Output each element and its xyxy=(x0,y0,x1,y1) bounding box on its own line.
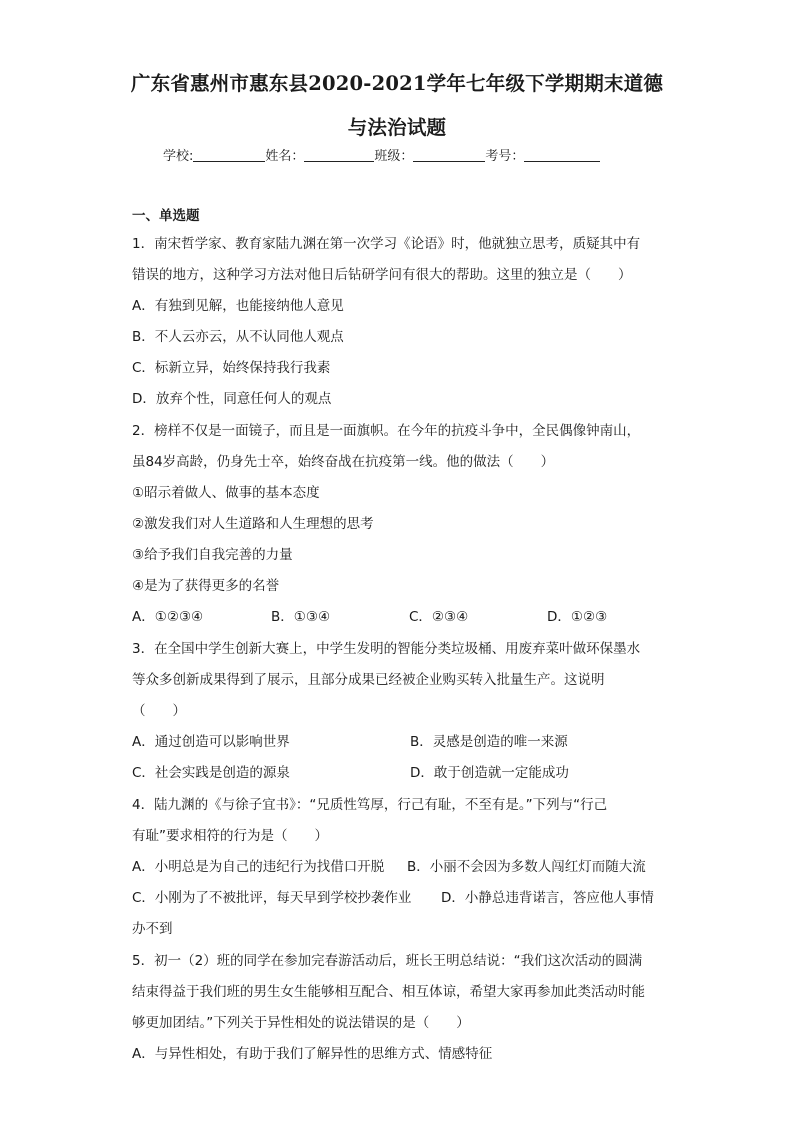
q1-stem-line2: 错误的地方，这种学习方法对他日后钻研学问有很大的帮助。这里的独立是（ ） xyxy=(132,267,632,283)
class-label: 班级： xyxy=(374,149,414,164)
q4-option-d: D．小静总违背诺言，答应他人事情 xyxy=(441,890,654,906)
q4-option-c: C．小刚为了不被批评，每天早到学校抄袭作业 xyxy=(132,890,412,906)
q5-option-a: A．与异性相处，有助于我们了解异性的思维方式、情感特征 xyxy=(132,1046,493,1062)
exam-title-line2: 与法治试题 xyxy=(347,116,447,139)
number-label: 考号： xyxy=(485,149,525,164)
q2-option-a: A．①②③④ xyxy=(132,609,204,625)
q3-option-b: B．灵感是创造的唯一来源 xyxy=(410,734,568,750)
q1-option-d: D．放弃个性，同意任何人的观点 xyxy=(132,391,332,407)
q2-statement-1: ①昭示着做人、做事的基本态度 xyxy=(132,485,320,501)
section-heading: 一、单选题 xyxy=(132,208,200,224)
q2-statement-2: ②激发我们对人生道路和人生理想的思考 xyxy=(132,516,374,532)
q5-stem-line3: 够更加团结。”下列关于异性相处的说法错误的是（ ） xyxy=(132,1015,470,1031)
name-label: 姓名： xyxy=(265,149,305,164)
q3-option-d: D．敢于创造就一定能成功 xyxy=(410,765,569,781)
q3-option-c: C．社会实践是创造的源泉 xyxy=(132,765,290,781)
q1-option-c: C．标新立异，始终保持我行我素 xyxy=(132,360,331,376)
q2-statement-4: ④是为了获得更多的名誉 xyxy=(132,578,280,594)
student-info-row xyxy=(163,145,600,164)
name-blank[interactable] xyxy=(304,149,374,162)
exam-title-line1: 广东省惠州市惠东县2020-2021学年七年级下学期期末道德 xyxy=(130,72,664,95)
school-blank[interactable] xyxy=(193,149,265,162)
q3-stem-line3: （ ） xyxy=(132,703,186,719)
number-blank[interactable] xyxy=(524,149,600,162)
class-blank[interactable] xyxy=(413,149,485,162)
q2-option-d: D．①②③ xyxy=(547,609,608,625)
q3-stem-line1: 3．在全国中学生创新大赛上，中学生发明的智能分类垃圾桶、用废弃菜叶做环保墨水 xyxy=(132,641,641,657)
q2-stem-line1: 2．榜样不仅是一面镜子，而且是一面旗帜。在今年的抗疫斗争中，全民偶像钟南山， xyxy=(132,423,641,439)
q4-stem-line2: 有耻”要求相符的行为是（ ） xyxy=(132,828,328,844)
q3-option-a: A．通过创造可以影响世界 xyxy=(132,734,290,750)
school-label: 学校: xyxy=(163,149,194,164)
q2-option-c: C．②③④ xyxy=(409,609,469,625)
q2-statement-3: ③给予我们自我完善的力量 xyxy=(132,547,293,563)
q4-option-a: A．小明总是为自己的违纪行为找借口开脱 xyxy=(132,859,385,875)
q1-option-b: B．不人云亦云，从不认同他人观点 xyxy=(132,329,344,345)
q4-option-b: B．小丽不会因为多数人闯红灯而随大流 xyxy=(407,859,646,875)
q1-stem-line1: 1．南宋哲学家、教育家陆九渊在第一次学习《论语》时，他就独立思考，质疑其中有 xyxy=(132,236,641,252)
q5-stem-line1: 5．初一（2）班的同学在参加完春游活动后，班长王明总结说：“我们这次活动的圆满 xyxy=(132,953,643,969)
q5-stem-line2: 结束得益于我们班的男生女生能够相互配合、相互体谅，希望大家再参加此类活动时能 xyxy=(132,984,645,1000)
q4-option-d-continued: 办不到 xyxy=(132,921,173,937)
q1-option-a: A．有独到见解，也能接纳他人意见 xyxy=(132,298,344,314)
q2-stem-line2: 虽84岁高龄，仍身先士卒，始终奋战在抗疫第一线。他的做法（ ） xyxy=(132,454,555,470)
q2-option-b: B．①③④ xyxy=(271,609,331,625)
q4-stem-line1: 4．陆九渊的《与徐子宜书》：“兄质性笃厚，行己有耻，不至有是。”下列与“行己 xyxy=(132,797,608,813)
q3-stem-line2: 等众多创新成果得到了展示，且部分成果已经被企业购买转入批量生产。这说明 xyxy=(132,672,605,688)
